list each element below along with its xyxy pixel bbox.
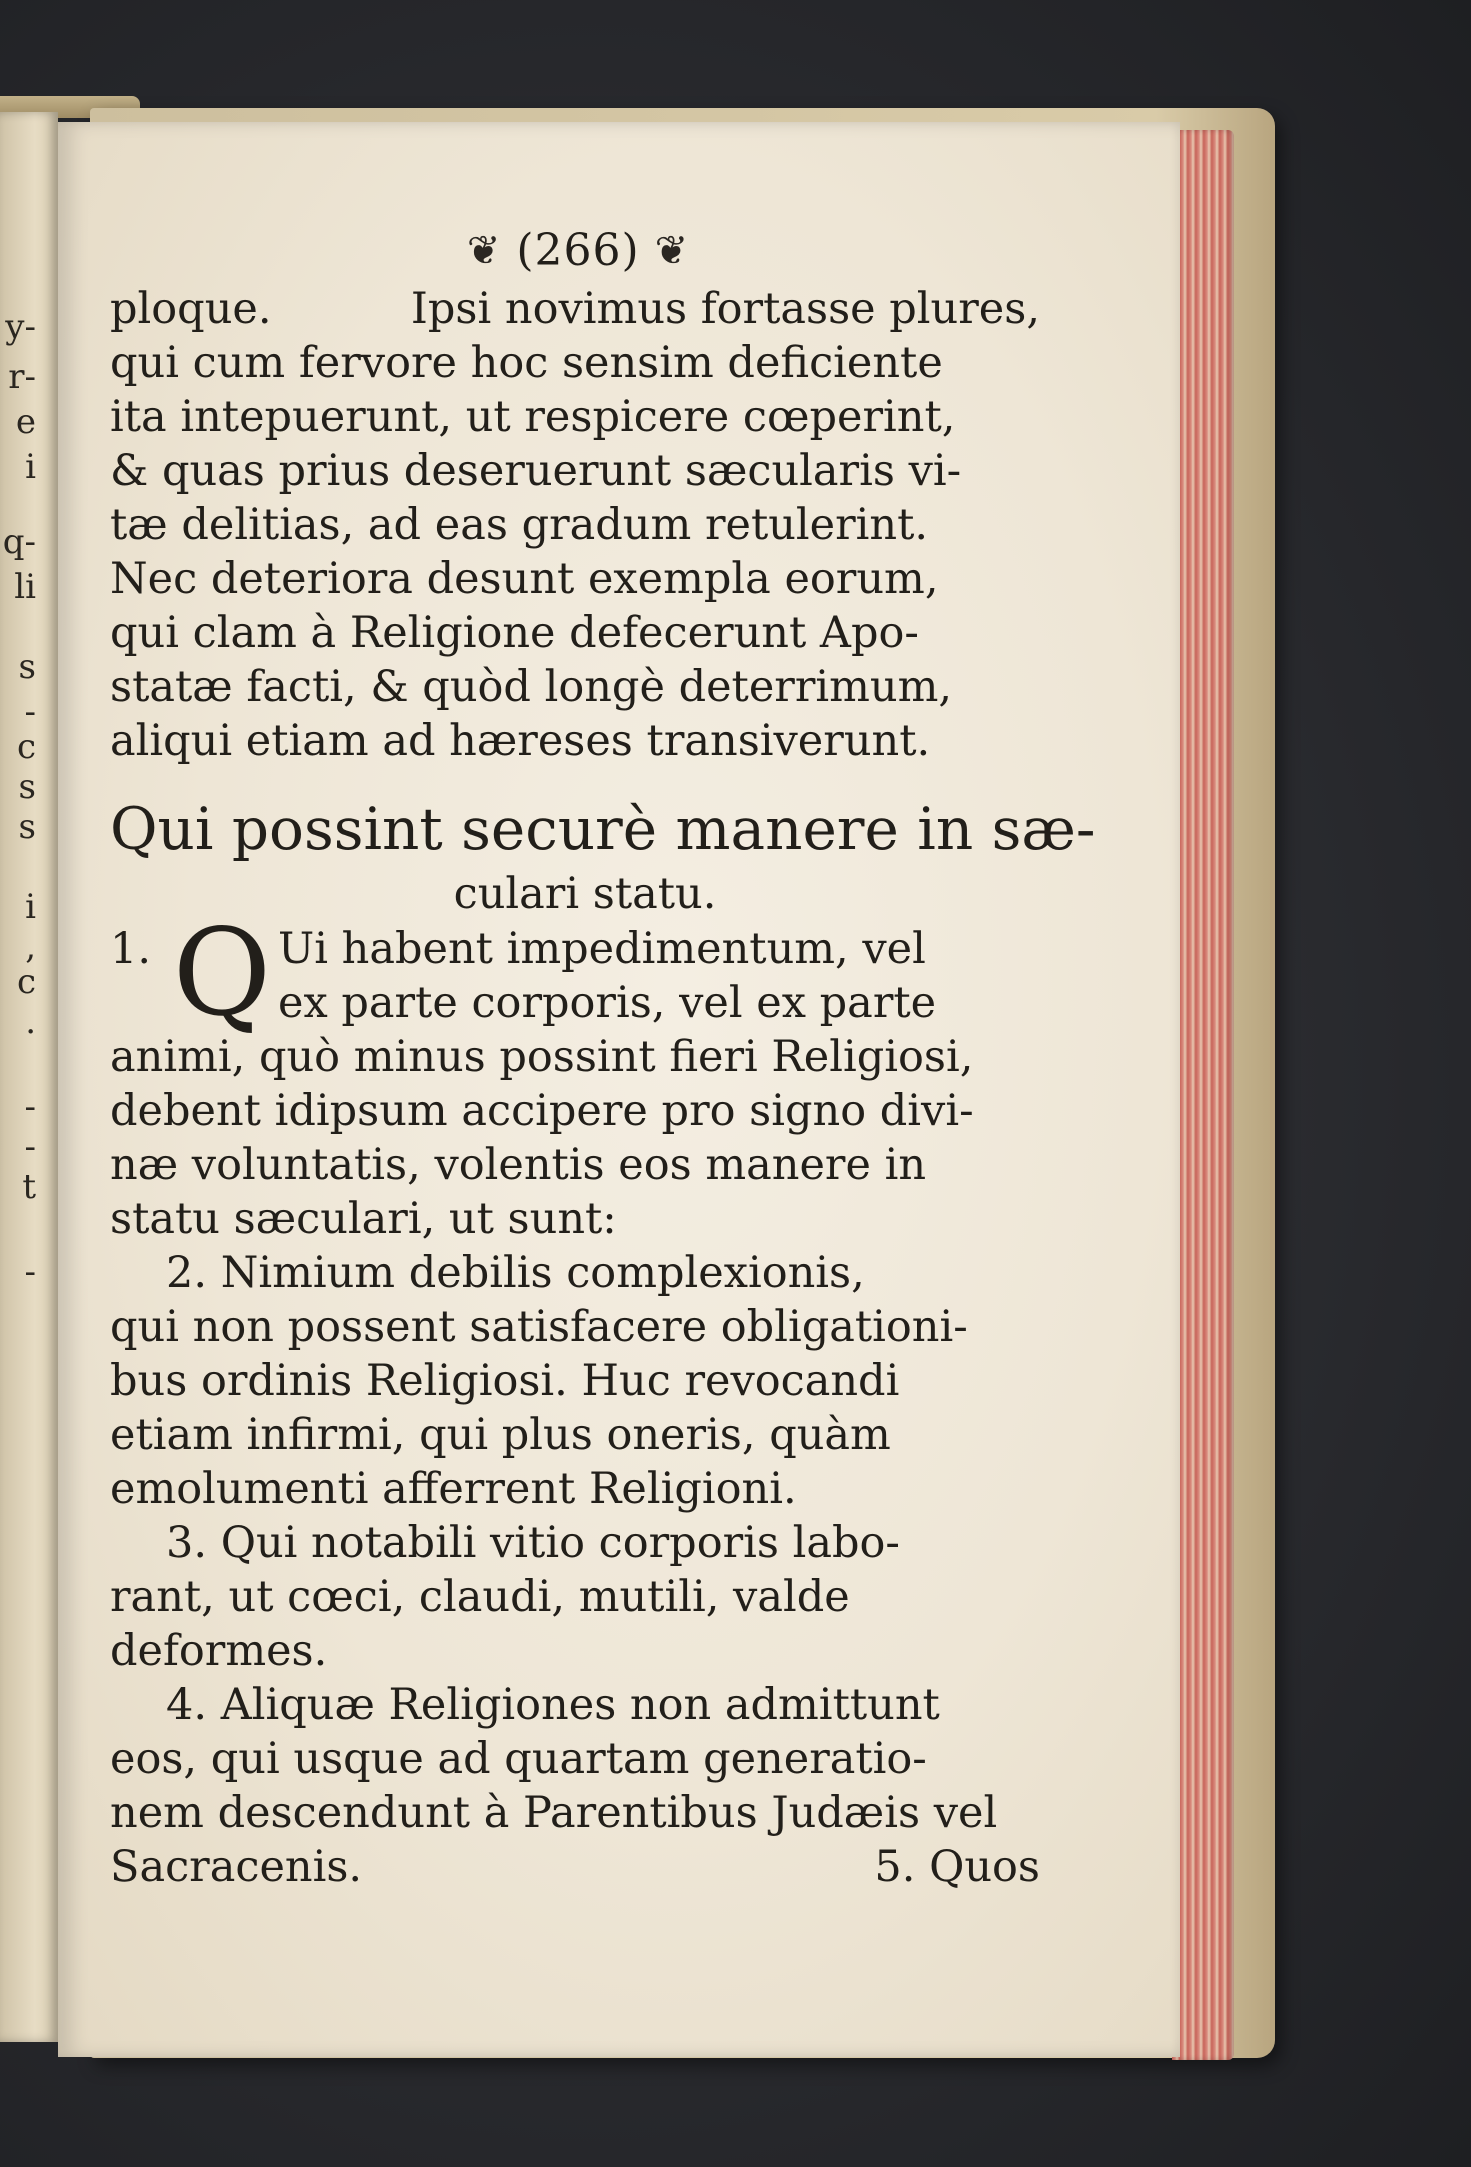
text-line: bus ordinis Religiosi. Huc revocandi	[110, 1356, 900, 1406]
text-line: eos, qui usque ad quartam generatio-	[110, 1734, 927, 1784]
printed-page-266	[58, 122, 1180, 2057]
left-fragment: ,	[25, 927, 36, 967]
page-body	[110, 282, 1096, 1894]
catchword: 5. Quos	[874, 1842, 1040, 1892]
text-line: deformes.	[110, 1626, 328, 1676]
text-line: & quas prius deseruerunt sæcularis vi-	[110, 446, 962, 496]
left-fragment: e	[15, 402, 36, 442]
text-line-with-catchword	[110, 1840, 1040, 1894]
previous-page-text-fragments	[0, 112, 58, 2042]
text-word: ploque.	[110, 284, 272, 334]
left-fragment: i	[25, 447, 36, 487]
left-fragment: y-	[5, 307, 36, 347]
text-line: qui cum fervore hoc sensim deficiente	[110, 338, 943, 388]
left-fragment: s	[18, 767, 36, 807]
text-word: Sacracenis.	[110, 1842, 363, 1892]
previous-page-edge	[0, 112, 58, 2042]
left-fragment: s	[18, 807, 36, 847]
text-line: animi, quò minus possint fieri Religiosi,	[110, 1032, 974, 1082]
page-header	[378, 222, 778, 276]
text-line: Ui habent impedimentum, vel	[278, 924, 926, 974]
left-fragment: c	[16, 727, 36, 767]
text-word: Ipsi novimus fortasse plures,	[410, 284, 1040, 334]
page-number: (266)	[516, 225, 640, 276]
left-fragment: r-	[8, 357, 36, 397]
text-line: debent idipsum accipere pro signo divi-	[110, 1086, 974, 1136]
left-fragment: -	[24, 692, 36, 732]
paragraph-1-opening	[110, 904, 1040, 1043]
text-line: ita intepuerunt, ut respicere cœperint,	[110, 392, 956, 442]
text-line: ex parte corporis, vel ex parte	[278, 978, 937, 1028]
text-line: næ voluntatis, volentis eos manere in	[110, 1140, 927, 1190]
left-fragment: s	[18, 647, 36, 687]
page-block-red-edge	[1172, 130, 1234, 2060]
drop-cap: Q	[172, 904, 272, 1043]
left-fragment: c	[16, 962, 36, 1002]
left-fragment: q-	[2, 522, 36, 562]
section-heading: Qui possint securè manere in sæ-	[110, 795, 1096, 863]
text-line: emolumenti afferrent Religioni.	[110, 1464, 797, 1514]
left-fragment: li	[14, 567, 36, 607]
left-fragment: -	[24, 1252, 36, 1292]
left-fragment: .	[25, 1002, 36, 1042]
paragraph-number: 1.	[110, 924, 152, 974]
text-line: rant, ut cœci, claudi, mutili, valde	[110, 1572, 850, 1622]
paragraph-4-first-line: 4. Aliquæ Religiones non admittunt	[166, 1680, 940, 1730]
text-line: Nec deteriora desunt exempla eorum,	[110, 554, 939, 604]
text-line: qui non possent satisfacere obligationi-	[110, 1302, 968, 1352]
text-line: statu sæculari, ut sunt:	[110, 1194, 617, 1244]
text-line: aliqui etiam ad hæreses transiverunt.	[110, 716, 931, 766]
text-line: qui clam à Religione defecerunt Apo-	[110, 608, 919, 658]
paragraph-2-first-line: 2. Nimium debilis complexionis,	[166, 1248, 865, 1298]
left-fragment: t	[22, 1167, 36, 1207]
paragraph-3-first-line: 3. Qui notabili vitio corporis labo-	[166, 1518, 900, 1568]
ornament-right-icon: ❦	[654, 227, 690, 274]
text-line: tæ delitias, ad eas gradum retulerint.	[110, 500, 929, 550]
ornament-left-icon: ❦	[466, 227, 502, 274]
text-line: statæ facti, & quòd longè deterrimum,	[110, 662, 953, 712]
left-fragment: -	[24, 1127, 36, 1167]
section-heading-continued: culari statu.	[453, 869, 717, 919]
text-line: nem descendunt à Parentibus Judæis vel	[110, 1788, 998, 1838]
text-line	[110, 282, 1040, 336]
left-fragment: i	[25, 887, 36, 927]
text-line: etiam infirmi, qui plus oneris, quàm	[110, 1410, 891, 1460]
left-fragment: -	[24, 1087, 36, 1127]
